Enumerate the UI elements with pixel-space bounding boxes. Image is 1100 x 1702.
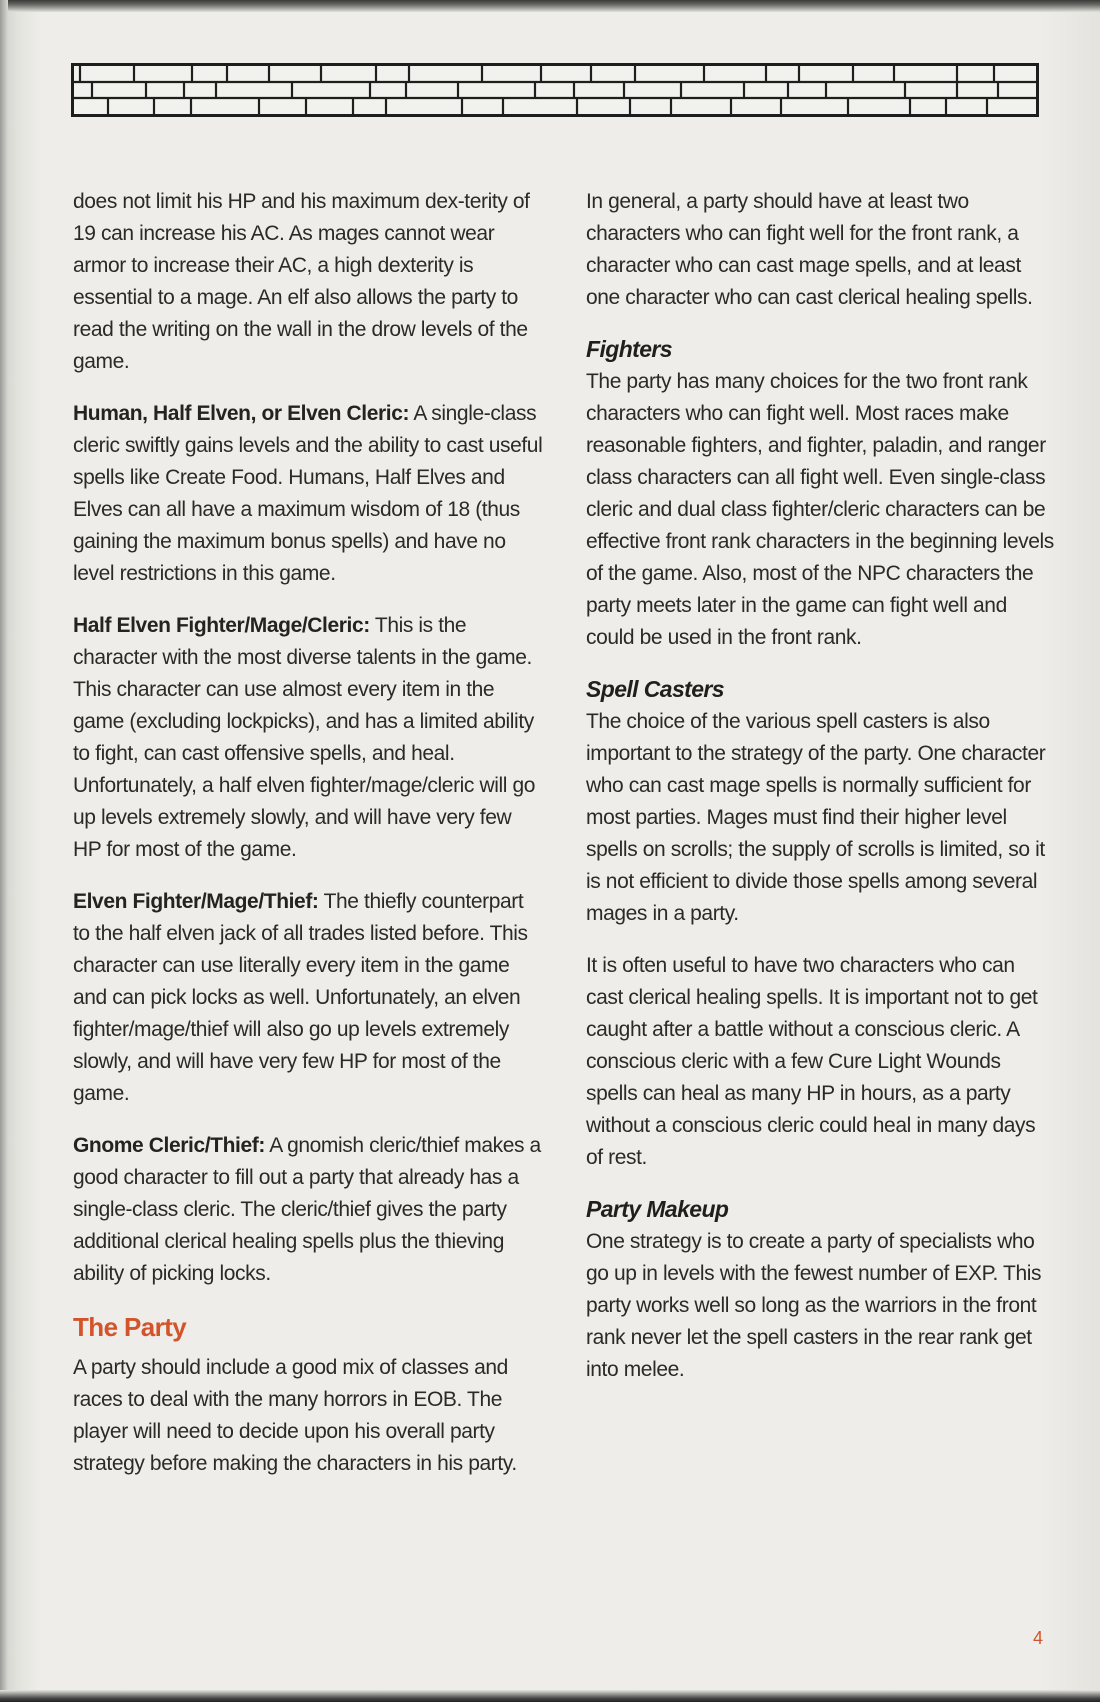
brick-wall-graphic (74, 66, 1036, 114)
subheading-spell-casters: Spell Casters (586, 676, 724, 702)
paragraph-fighters: The party has many choices for the two front rank characters who can fight well. Most races make reasonable fighters, and fighter, paladin, and ranger class characters can all fight well. Even single-class cleric and dual class fighter/cleric characters can be effective front rank characters in the beginning levels of the game. Also, most of the NPC characters the party meets later in the game can fight well and could be used in the front rank. (586, 370, 1054, 649)
class-heading: Elven Fighter/Mage/Thief: (73, 890, 319, 913)
paragraph-text: A single-class cleric swiftly gains levels and the ability to cast useful spells like Create Food. Humans, Half Elves and Elves can all have a maximum wisdom of 18 (thus gaining the maximum bonus spells) and have no level restrictions in this game. (73, 402, 543, 585)
page-binding-edge (0, 0, 8, 1702)
right-column (586, 186, 1056, 1406)
page-bottom-edge (0, 1690, 1100, 1702)
class-heading: Gnome Cleric/Thief: (73, 1134, 265, 1157)
paragraph-text: A gnomish cleric/thief makes a good character to fill out a party that already has a single-class cleric. The cleric/thief gives the party additional clerical healing spells plus the thieving ability of picking locks. (73, 1134, 541, 1285)
paragraph-party-makeup: One strategy is to create a party of specialists who go up in levels with the fewest number of EXP. This party works well so long as the warriors in the front rank never let the spell casters in the rear rank get into melee. (586, 1230, 1042, 1381)
stone-brick-banner (71, 63, 1039, 117)
paragraph-text: does not limit his HP and his maximum dex-terity of 19 can increase his AC. As mages cannot wear armor to increase their AC, a high dexterity is essential to a mage. An elf also allows the party to read the writing on the wall in the drow levels of the game. (73, 190, 530, 373)
left-column (73, 186, 543, 1500)
section-heading-the-party: The Party (73, 1312, 187, 1342)
paragraph-elf-dexterity (73, 186, 543, 378)
paragraph-text: The thiefly counterpart to the half elven jack of all trades listed before. This character can use literally every item in the game and can pick locks as well. Unfortunately, an elven fighter/mage/thief will also go up levels extremely slowly, and will have very few HP for most of the game. (73, 890, 528, 1105)
paragraph-party-general: In general, a party should have at least two characters who can fight well for the front rank, a character who can cast mage spells, and at least one character who can cast clerical healing spells. (586, 190, 1033, 309)
class-heading: Half Elven Fighter/Mage/Cleric: (73, 614, 370, 637)
page-top-edge (0, 0, 1100, 12)
class-heading: Human, Half Elven, or Elven Cleric: (73, 402, 410, 425)
paragraph-party-intro: A party should include a good mix of classes and races to deal with the many horrors in EOB. The player will need to decide upon his overall party strategy before making the characters in his party. (73, 1356, 517, 1475)
page-number: 4 (1033, 1628, 1044, 1648)
paragraph-spell-casters-2: It is often useful to have two characters who can cast clerical healing spells. It is important not to get caught after a battle without a conscious cleric. A conscious cleric with a few Cure Light Wounds spells can heal as many HP in hours, as a party without a conscious cleric could heal in many days of rest. (586, 954, 1038, 1169)
paragraph-fighter-mage-thief (73, 886, 543, 1110)
paragraph-cleric (73, 398, 543, 590)
subheading-fighters: Fighters (586, 336, 672, 362)
paragraph-text: This is the character with the most diverse talents in the game. This character can use almost every item in the game (excluding lockpicks), and has a limited ability to fight, can cast offensive spells, and heal. Unfortunately, a half elven fighter/mage/cleric will go up levels extremely slowly, and will have very few HP for most of the game. (73, 614, 536, 861)
paragraph-fighter-mage-cleric (73, 610, 543, 866)
subheading-party-makeup: Party Makeup (586, 1196, 729, 1222)
paragraph-gnome-cleric-thief (73, 1130, 543, 1290)
paragraph-spell-casters-1: The choice of the various spell casters is also important to the strategy of the party. One character who can cast mage spells is normally sufficient for most parties. Mages must find their higher level spells on scrolls; the supply of scrolls is limited, so it is not efficient to divide those spells among several mages in a party. (586, 710, 1046, 925)
